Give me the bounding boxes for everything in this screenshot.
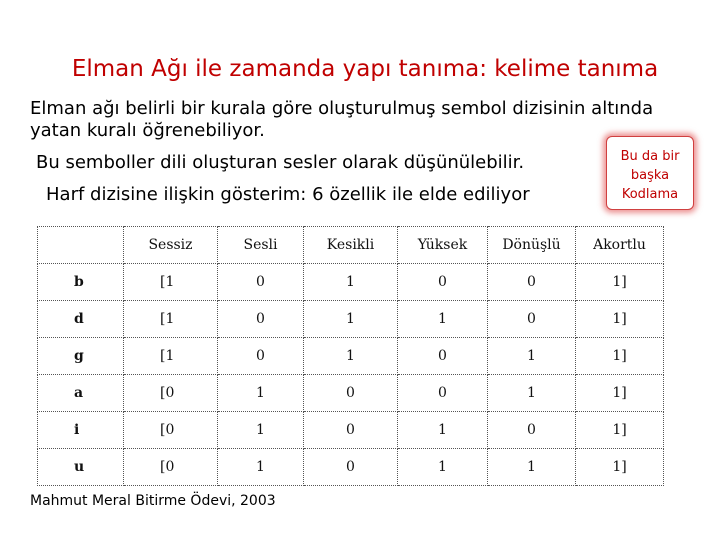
- representation-text: Harf dizisine ilişkin gösterim: 6 özellik ile elde ediliyor: [46, 184, 530, 205]
- table-cell: 0: [218, 301, 304, 338]
- callout-line-2: başka: [630, 168, 670, 183]
- table-cell: 1: [218, 449, 304, 486]
- table-cell: 1: [398, 412, 488, 449]
- header-cell: Yüksek: [398, 227, 488, 264]
- header-cell: Dönüşlü: [488, 227, 576, 264]
- table-cell: 1]: [576, 264, 664, 301]
- row-label: a: [38, 375, 124, 412]
- slide-title: Elman Ağı ile zamanda yapı tanıma: kelime tanıma: [71, 56, 659, 82]
- table-cell: 1: [218, 412, 304, 449]
- table-cell: 0: [398, 338, 488, 375]
- callout-line-1: Bu da bir: [620, 149, 680, 164]
- table-cell: 0: [488, 301, 576, 338]
- table-cell: 1]: [576, 449, 664, 486]
- table-cell: 1: [304, 264, 398, 301]
- table-row: [38, 375, 664, 412]
- header-cell: Akortlu: [576, 227, 664, 264]
- footer-citation: Mahmut Meral Bitirme Ödevi, 2003: [30, 493, 276, 509]
- table-row: [38, 301, 664, 338]
- table-header-row: [38, 227, 664, 264]
- table-cell: [0: [124, 412, 218, 449]
- row-label: d: [38, 301, 124, 338]
- table-cell: 1: [488, 449, 576, 486]
- table-cell: 1]: [576, 301, 664, 338]
- table-cell: [0: [124, 449, 218, 486]
- table-cell: 0: [488, 264, 576, 301]
- row-label: u: [38, 449, 124, 486]
- table-cell: 0: [398, 264, 488, 301]
- encoding-callout: [606, 136, 694, 210]
- table-cell: 1]: [576, 375, 664, 412]
- row-label: b: [38, 264, 124, 301]
- table-cell: 0: [218, 338, 304, 375]
- table-cell: 0: [398, 375, 488, 412]
- header-cell: Sesli: [218, 227, 304, 264]
- table-cell: 0: [488, 412, 576, 449]
- table-cell: [1: [124, 301, 218, 338]
- table-cell: 0: [218, 264, 304, 301]
- table-cell: 1: [398, 301, 488, 338]
- row-label: i: [38, 412, 124, 449]
- intro-text: Elman ağı belirli bir kurala göre oluşturulmuş sembol dizisinin altında yatan kuralı öğrenebiliyor.: [30, 98, 654, 141]
- table-cell: 0: [304, 449, 398, 486]
- callout-line-3: Kodlama: [621, 187, 679, 202]
- header-cell: Sessiz: [124, 227, 218, 264]
- table-cell: 0: [304, 412, 398, 449]
- table-cell: 1: [304, 301, 398, 338]
- table-cell: [0: [124, 375, 218, 412]
- table-cell: 0: [304, 375, 398, 412]
- table-cell: 1: [304, 338, 398, 375]
- table-cell: 1: [488, 375, 576, 412]
- table-cell: 1: [488, 338, 576, 375]
- row-label: g: [38, 338, 124, 375]
- table-cell: 1]: [576, 412, 664, 449]
- table-cell: 1]: [576, 338, 664, 375]
- table-row: [38, 412, 664, 449]
- table-row: [38, 338, 664, 375]
- table-cell: 1: [398, 449, 488, 486]
- sounds-text: Bu semboller dili oluşturan sesler olarak düşünülebilir.: [36, 152, 525, 173]
- table-row: [38, 264, 664, 301]
- feature-table: [37, 226, 664, 486]
- table-cell: [1: [124, 264, 218, 301]
- header-cell: Kesikli: [304, 227, 398, 264]
- table-row: [38, 449, 664, 486]
- table-cell: 1: [218, 375, 304, 412]
- table-cell: [1: [124, 338, 218, 375]
- header-cell: [38, 227, 124, 264]
